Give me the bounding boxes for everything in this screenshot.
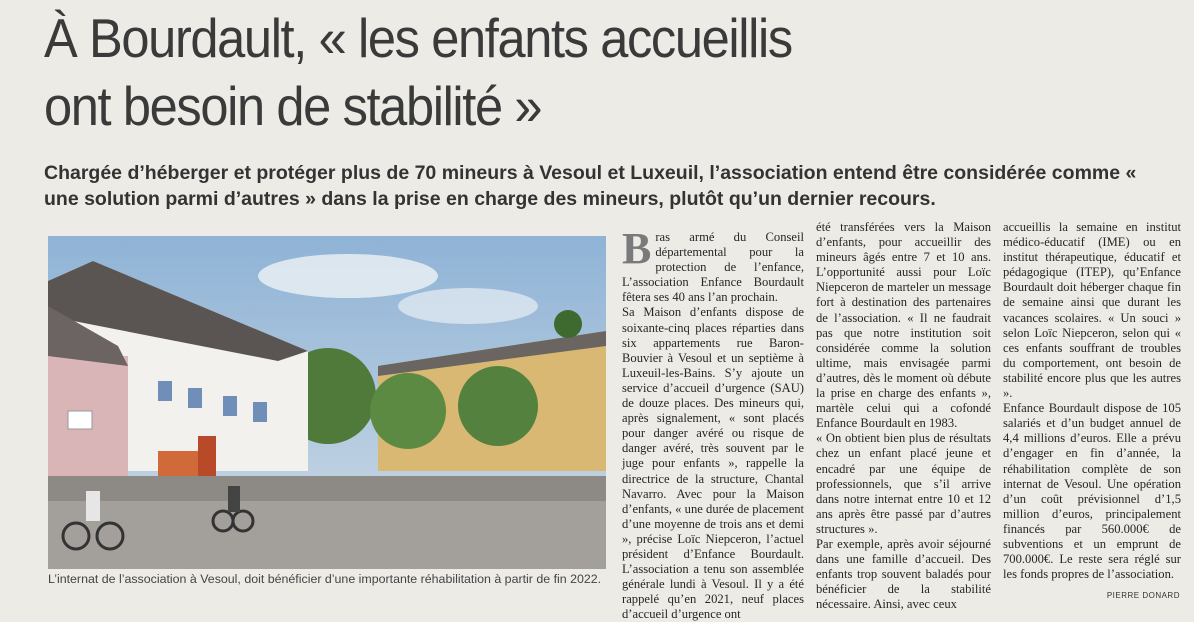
article-column-2 [816, 220, 991, 612]
standfirst: Chargée d’héberger et protéger plus de 70 mineurs à Vesoul et Luxeuil, l’association entend être considérée comme « une solution parmi d’autres » dans la prise en charge des mineurs, plutôt qu’un dernier recours. [44, 162, 1137, 210]
headline-line-1: À Bourdault, « les enfants accueillis [44, 7, 792, 69]
article-column-3 [1003, 220, 1181, 582]
photo-caption: L’internat de l’association à Vesoul, doit bénéficier d’une importante réhabilitation à partir de fin 2022. [48, 572, 602, 586]
paragraph: été transférées vers la Maison d’enfants, pour accueillir des mineurs âgés entre 7 et 10 ans. L’opportunité aussi pour Loïc Niepceron de marteler un message fort à destination des partenaires de l’association. « Il ne faudrait pas que notre institution soit considérée comme la solution ultime, mais envisagée parmi d’autres, dès le moment où débute la prise en charge des enfants », martèle celui qui a cofondé Enfance Bourdault en 1983. [816, 220, 991, 431]
paragraph: Bras armé du Conseil départemental pour la protection de l’enfance, L’association Enfance Bourdault fêtera ses 40 ans l’an prochain. [622, 224, 804, 305]
photo-illustration [48, 236, 606, 569]
paragraph: Enfance Bourdault dispose de 105 salariés et d’un budget annuel de 4,4 millions d’euros. Elle a prévu d’engager en fin d’année, la réhabilitation complète de son internat de Vesoul. Une opération d’un coût prévisionnel d’1,5 million d’euros, principalement financés par 560.000€ de subventions et un emprunt de 700.000€. Le reste sera réglé sur les fonds propres de l’association. [1003, 401, 1181, 582]
paragraph: Sa Maison d’enfants dispose de soixante-cinq places réparties dans six appartements rue Baron-Bouvier à Vesoul et un septième à Luxeuil-les-Bains. S’y ajoute un service d’accueil d’urgence (SAU) de douze places. Des mineurs qui, après signalement, « sont placés pour danger avéré ou risque de danger avéré, très souvent par le juge pour enfants », rappelle la directrice de la structure, Chantal Navarro. Avec pour la Maison d’enfants, « une durée de placement d’une moyenne de trois ans et demi », précise Loïc Niepceron, l’actuel président d’Enfance Bourdault. L’association a tenu son assemblée générale lundi à Vesoul. Il y a été rappelé qu’en 2021, neuf places d’accueil d’urgence ont [622, 305, 804, 622]
headline [44, 4, 1074, 140]
article-photo [48, 236, 606, 569]
headline-line-2: ont besoin de stabilité » [44, 75, 542, 137]
paragraph: accueillis la semaine en institut médico-éducatif (IME) ou en institut thérapeutique, éducatif et pédagogique (ITEP), qu’Enfance Bourdault doit héberger chaque fin de semaine ainsi que durant les vacances scolaires. « Un souci » selon Loïc Niepceron, selon qui « ces enfants souffrant de troubles du comportement, ont besoin de stabilité encore plus que les autres ». [1003, 220, 1181, 401]
drop-cap: B [622, 224, 652, 273]
paragraph: « On obtient bien plus de résultats chez un enfant placé jeune et encadré par une équipe de professionnels, que s’il arrive dans notre internat entre 10 et 12 ans après être passé par d’autres structures ». [816, 431, 991, 536]
article-column-1 [622, 224, 804, 622]
photo-credit: PIERRE DONARD [1106, 591, 1180, 600]
paragraph: Par exemple, après avoir séjourné dans une famille d’accueil. Des enfants trop souvent baladés pour bénéficier de la stabilité nécessaire. Ainsi, avec ceux [816, 536, 991, 612]
